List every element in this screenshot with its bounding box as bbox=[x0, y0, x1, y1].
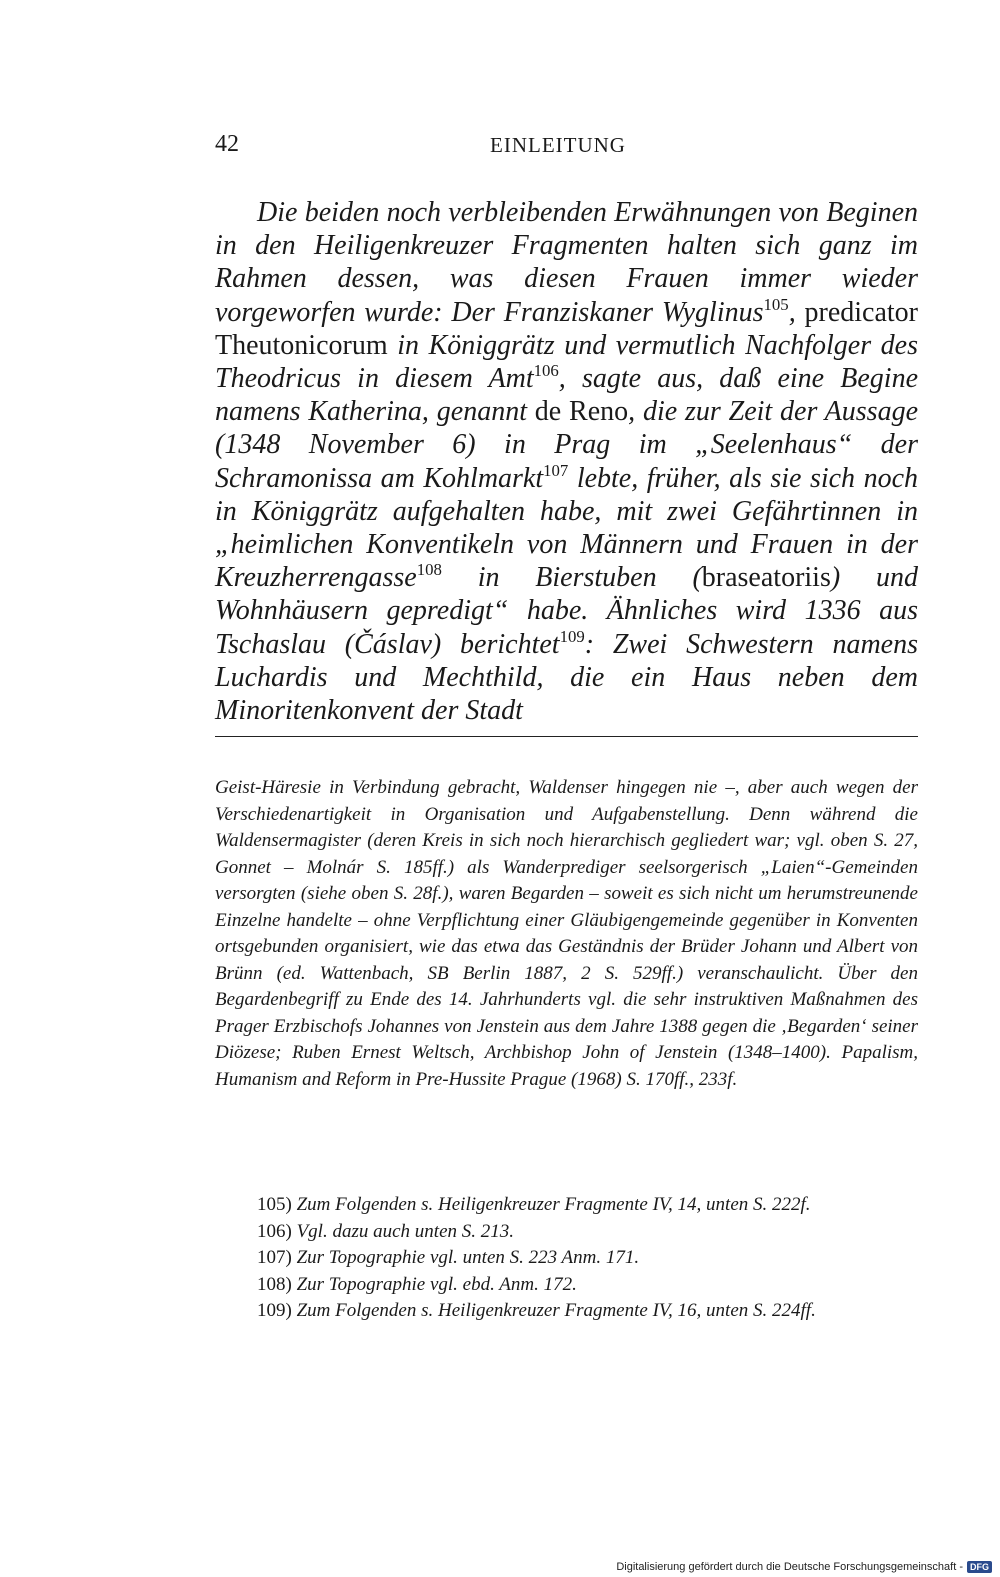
footnote-107 bbox=[215, 1245, 918, 1272]
footnote-number: 106) bbox=[257, 1220, 292, 1242]
latin-term: braseatoriis bbox=[701, 562, 831, 594]
dfg-logo: DFG bbox=[967, 1561, 992, 1573]
footnote-text: Vgl. dazu auch unten S. 213. bbox=[296, 1220, 515, 1242]
body-text-segment: , die zur Zeit der Aussage (1348 November 6) in Prag im „Seelenhaus“ der Schramonissa am Kohlmarkt bbox=[215, 396, 918, 494]
latin-term: de Reno bbox=[534, 396, 629, 428]
footnote-number: 109) bbox=[257, 1300, 292, 1321]
body-text-segment: Die beiden noch verbleibenden Erwähnungen von Beginen in den Heiligenkreuzer Fragmenten halten sich ganz im Rahmen dessen, was diesen Frauen immer wieder vorgeworfen wurde: Der Franziskaner Wyglinus bbox=[215, 197, 918, 328]
footnote-ref-105[interactable]: 105 bbox=[763, 294, 789, 314]
footnote-continuation: Geist-Häresie in Verbindung gebracht, Waldenser hingegen nie –, aber auch wegen der Verschiedenartigkeit in Organisation und Aufgabenstellung. Denn während die Waldensermagister (deren Kreis in sich noch hierarchisch gegliedert war; vgl. oben S. 27, Gonnet – Molnár S. 185ff.) als Wanderprediger seelsorgerisch „Laien“-Gemeinden versorgten (siehe oben S. 28f.), waren Begarden – soweit es sich nicht um herumstreunende Einzelne handelte – ohne Verpflichtung einer Gläubigengemeinde gegenüber in Konventen ortsgebunden organisiert, wie das etwa das Geständnis der Brüder Johann und Albert von Brünn (ed. Wattenbach, SB Berlin 1887, 2 S. 529ff.) veranschaulicht. Über den Begardenbegriff zu Ende des 14. Jahrhunderts vgl. die sehr instruktiven Maßnahmen des Prager Erzbischofs Johannes von Jenstein aus dem Jahre 1388 gegen die ‚Begarden‘ seiner Diözese; Ruben Ernest Weltsch, Archbishop John of Jenstein (1348–1400). Papalism, Humanism and Reform in Pre-Hussite Prague (1968) S. 170ff., 233f. bbox=[215, 777, 918, 1090]
footnote-105 bbox=[215, 1192, 918, 1219]
footnote-108 bbox=[215, 1272, 918, 1299]
footnote-number: 105) bbox=[257, 1194, 292, 1215]
body-text-segment: , sagte aus, daß eine Begine namens Katherina, genannt bbox=[215, 363, 918, 428]
footnote-ref-108[interactable]: 108 bbox=[416, 560, 442, 580]
running-title: EINLEITUNG bbox=[490, 133, 626, 157]
footnote-number: 108) bbox=[257, 1273, 292, 1295]
footnote-ref-107[interactable]: 107 bbox=[543, 460, 569, 480]
footnote-text: Zum Folgenden s. Heiligenkreuzer Fragmente IV, 16, unten S. 224ff. bbox=[296, 1300, 816, 1321]
footnote-separator bbox=[215, 736, 918, 737]
footnote-list bbox=[215, 1192, 918, 1325]
footnote-ref-109[interactable]: 109 bbox=[559, 626, 585, 646]
latin-term: predicator Theutonicorum bbox=[215, 296, 918, 361]
body-text-segment: lebte, früher, als sie sich noch in Königgrätz aufgehalten habe, mit zwei Gefährtinnen in „heimlichen Konventikeln von Männern und Frauen in der Kreuzherrengasse bbox=[215, 462, 918, 594]
footnote-text: Zur Topographie vgl. unten S. 223 Anm. 171. bbox=[296, 1247, 640, 1268]
body-text-segment: ) und Wohnhäusern gepredigt“ habe. Ähnliches wird 1336 aus Tschaslau (Čáslav) berichtet bbox=[215, 562, 918, 660]
body-text-segment: in Königgrätz und vermutlich Nachfolger des Theodricus in diesem Amt bbox=[215, 329, 918, 395]
footnote-number: 107) bbox=[257, 1247, 292, 1268]
page-number: 42 bbox=[215, 131, 239, 157]
body-paragraph bbox=[215, 196, 918, 727]
footnote-106 bbox=[215, 1219, 918, 1246]
body-text-segment: in Bierstuben ( bbox=[441, 562, 702, 594]
footnote-ref-106[interactable]: 106 bbox=[533, 361, 559, 381]
body-text-segment: , bbox=[788, 296, 805, 328]
footnote-text: Zum Folgenden s. Heiligenkreuzer Fragmente IV, 14, unten S. 222f. bbox=[296, 1194, 811, 1215]
credit-text: Digitalisierung gefördert durch die Deutsche Forschungsgemeinschaft - bbox=[616, 1561, 963, 1573]
footnote-109 bbox=[215, 1298, 918, 1325]
body-text-segment: : Zwei Schwestern namens Luchardis und Mechthild, die ein Haus neben dem Minoritenkonvent der Stadt bbox=[215, 628, 918, 727]
digitization-credit bbox=[616, 1561, 992, 1573]
footnote-text: Zur Topographie vgl. ebd. Anm. 172. bbox=[296, 1273, 577, 1295]
